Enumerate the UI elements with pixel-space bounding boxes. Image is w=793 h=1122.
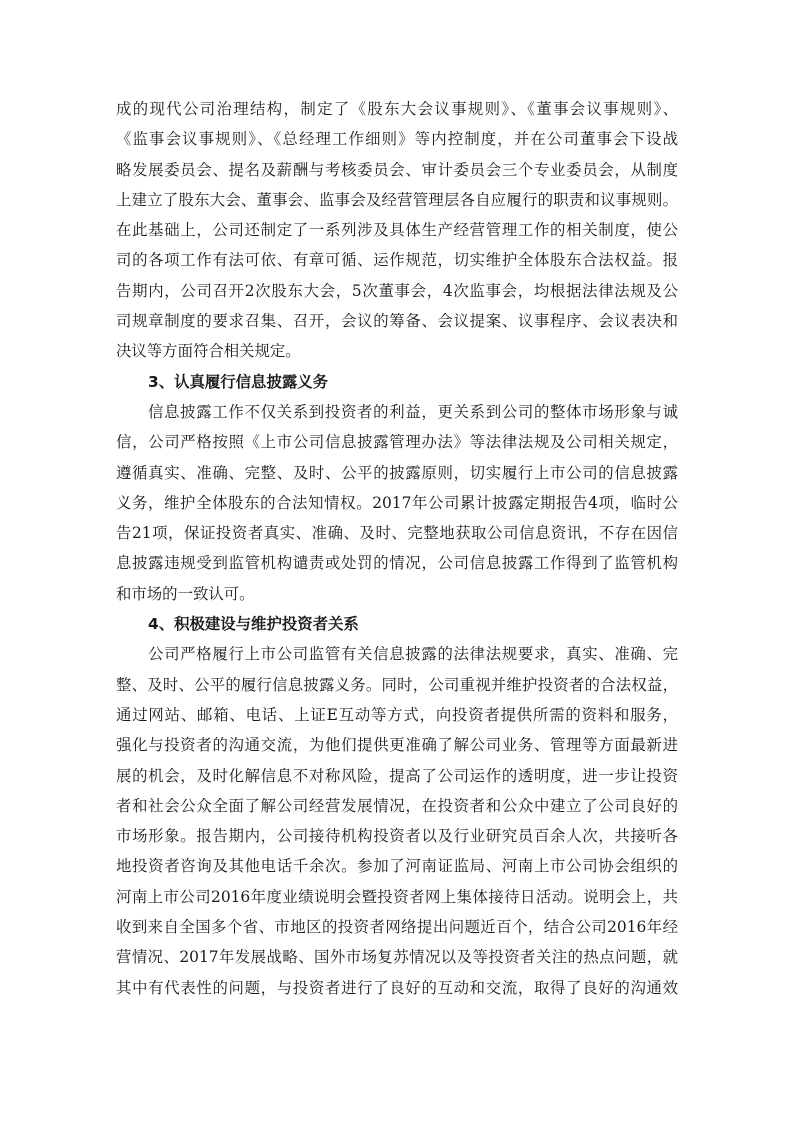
text-line: 公司严格履行上市公司监管有关信息披露的法律法规要求，真实、准确、完 (148, 645, 678, 664)
text-line: 市场形象。报告期内，公司接待机构投资者以及行业研究员百余人次，共接听各 (116, 827, 678, 846)
text-line: 告21项，保证投资者真实、准确、及时、完整地获取公司信息资讯，不存在因信 (116, 524, 678, 543)
section-heading-disclosure: 3、认真履行信息披露义务 (148, 372, 329, 391)
text-line: 略发展委员会、提名及薪酬与考核委员会、审计委员会三个专业委员会，从制度 (116, 160, 678, 179)
text-line: 者和社会公众全面了解公司经营发展情况，在投资者和公众中建立了公司良好的 (116, 796, 678, 815)
text-line: 和市场的一致认可。 (116, 584, 255, 603)
text-line: 地投资者咨询及其他电话千余次。参加了河南证监局、河南上市公司协会组织的 (116, 857, 678, 876)
text-line: 《监事会议事规则》、《总经理工作细则》等内控制度，并在公司董事会下设战 (116, 130, 678, 149)
text-line: 成的现代公司治理结构，制定了《股东大会议事规则》、《董事会议事规则》、 (116, 100, 678, 118)
text-line: 展的机会，及时化解信息不对称风险，提高了公司运作的透明度，进一步让投资 (116, 766, 678, 785)
text-line: 在此基础上，公司还制定了一系列涉及具体生产经营管理工作的相关制度，使公 (116, 221, 678, 240)
text-line: 上建立了股东大会、董事会、监事会及经营管理层各自应履行的职责和议事规则。 (116, 190, 678, 209)
paragraph-investor-relations (116, 639, 678, 1003)
text-line: 义务，维护全体股东的合法知情权。2017年公司累计披露定期报告4项，临时公 (116, 493, 678, 512)
text-line: 其中有代表性的问题，与投资者进行了良好的互动和交流，取得了良好的沟通效 (116, 978, 678, 997)
text-line: 司的各项工作有法可依、有章可循、运作规范，切实维护全体股东合法权益。报 (116, 251, 678, 270)
document-page (116, 94, 678, 1003)
text-line: 遵循真实、准确、完整、及时、公平的披露原则，切实履行上市公司的信息披露 (116, 463, 678, 482)
text-line: 信，公司严格按照《上市公司信息披露管理办法》等法律法规及公司相关规定， (116, 433, 678, 452)
text-line: 河南上市公司2016年度业绩说明会暨投资者网上集体接待日活动。说明会上，共 (116, 887, 678, 906)
text-line: 整、及时、公平的履行信息披露义务。同时，公司重视并维护投资者的合法权益， (116, 675, 678, 694)
text-line: 营情况、2017年发展战略、国外市场复苏情况以及等投资者关注的热点问题，就 (116, 948, 678, 967)
text-line: 信息披露工作不仅关系到投资者的利益，更关系到公司的整体市场形象与诚 (148, 402, 678, 421)
text-line: 司规章制度的要求召集、召开，会议的筹备、会议提案、议事程序、会议表决和 (116, 312, 678, 331)
text-line: 强化与投资者的沟通交流，为他们提供更准确了解公司业务、管理等方面最新进 (116, 736, 678, 755)
section-heading-investor-relations: 4、积极建设与维护投资者关系 (148, 615, 359, 634)
paragraph-disclosure (116, 397, 678, 609)
text-line: 收到来自全国多个省、市地区的投资者网络提出问题近百个，结合公司2016年经 (116, 918, 678, 937)
text-line: 告期内，公司召开2次股东大会，5次董事会，4次监事会，均根据法律法规及公 (116, 281, 678, 300)
paragraph-governance (116, 94, 678, 367)
text-line: 通过网站、邮箱、电话、上证E互动等方式，向投资者提供所需的资料和服务， (116, 705, 678, 724)
text-line: 息披露违规受到监管机构谴责或处罚的情况，公司信息披露工作得到了监管机构 (116, 554, 678, 573)
text-line: 决议等方面符合相关规定。 (116, 342, 301, 361)
